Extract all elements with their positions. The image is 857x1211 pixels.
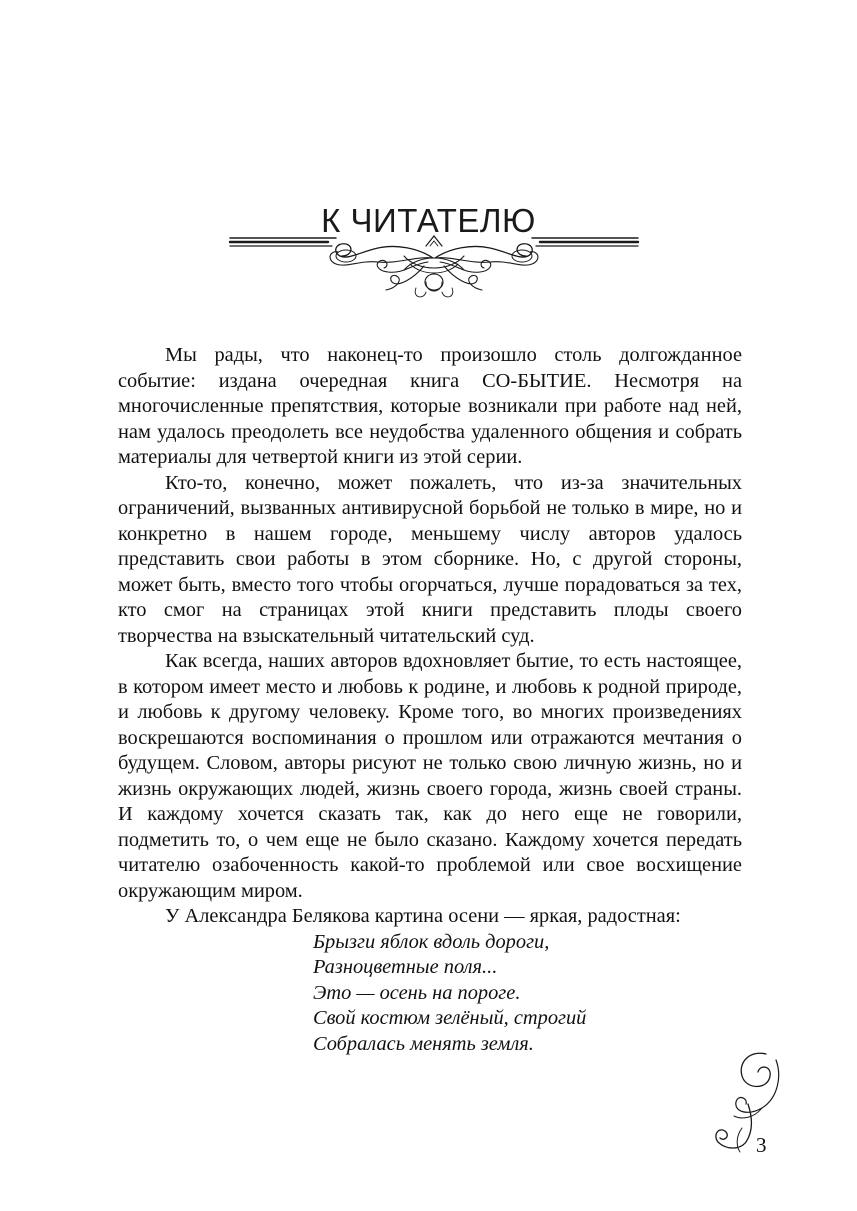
paragraph: Как всегда, наших авторов вдохновляет бытие, то есть настоящее, в котором имеет место и любовь к родине, и любовь к родной природе, и любовь к другому человеку. Кроме того, во многих произведениях воскрешаются воспоминания о прошлом или отражаются мечтания о будущем. Словом, авторы рисуют не только свою личную жизнь, но и жизнь окружающих людей, жизнь своего города, жизнь своей страны. И каждому хочется сказать так, как до него еще не говорили, подметить то, о чем еще не было сказано. Каждому хочется передать читателю озабоченность какой-то проблемой или свое восхищение окружающим миром. [118,650,742,902]
poem-line: Собралась менять земля. [313,1032,534,1055]
poem-line: Брызги яблок вдоль дороги, [313,930,550,953]
poem-quote [118,930,742,1058]
page-number: 3 [756,1133,767,1157]
paragraph: Мы рады, что наконец-то произошло столь долгожданное событие: издана очередная книга СО-БЫТИЕ. Несмотря на многочисленные препятствия, которые возникали при работе над ней, нам удалось преодолеть все неудобства удаленного общения и собрать материалы для четвертой книги из этой серии. [118,344,742,468]
flourish-divider-icon [228,226,640,302]
paragraph: Кто-то, конечно, может пожалеть, что из-за значительных ограничений, вызванных антивирусной борьбой не только в мире, но и конкретно в нашем городе, меньшему числу авторов удалось представить свои работы в этом сборнике. Но, с другой стороны, может быть, вместо того чтобы огорчаться, лучше порадоваться за тех, кто смог на страницах этой книги представить плоды своего творчества на взыскательный читательский суд. [118,471,742,647]
poem-intro: У Александра Белякова картина осени — яркая, радостная: [165,905,681,927]
poem-line: Свой костюм зелёный, строгий [313,1007,587,1029]
poem-line: Это — осень на пороге. [313,981,521,1004]
poem-line: Разноцветные поля... [313,956,498,978]
page-title: К ЧИТАТЕЛЮ [321,202,536,240]
corner-flourish-icon [706,1046,786,1156]
article-body [118,343,742,1057]
